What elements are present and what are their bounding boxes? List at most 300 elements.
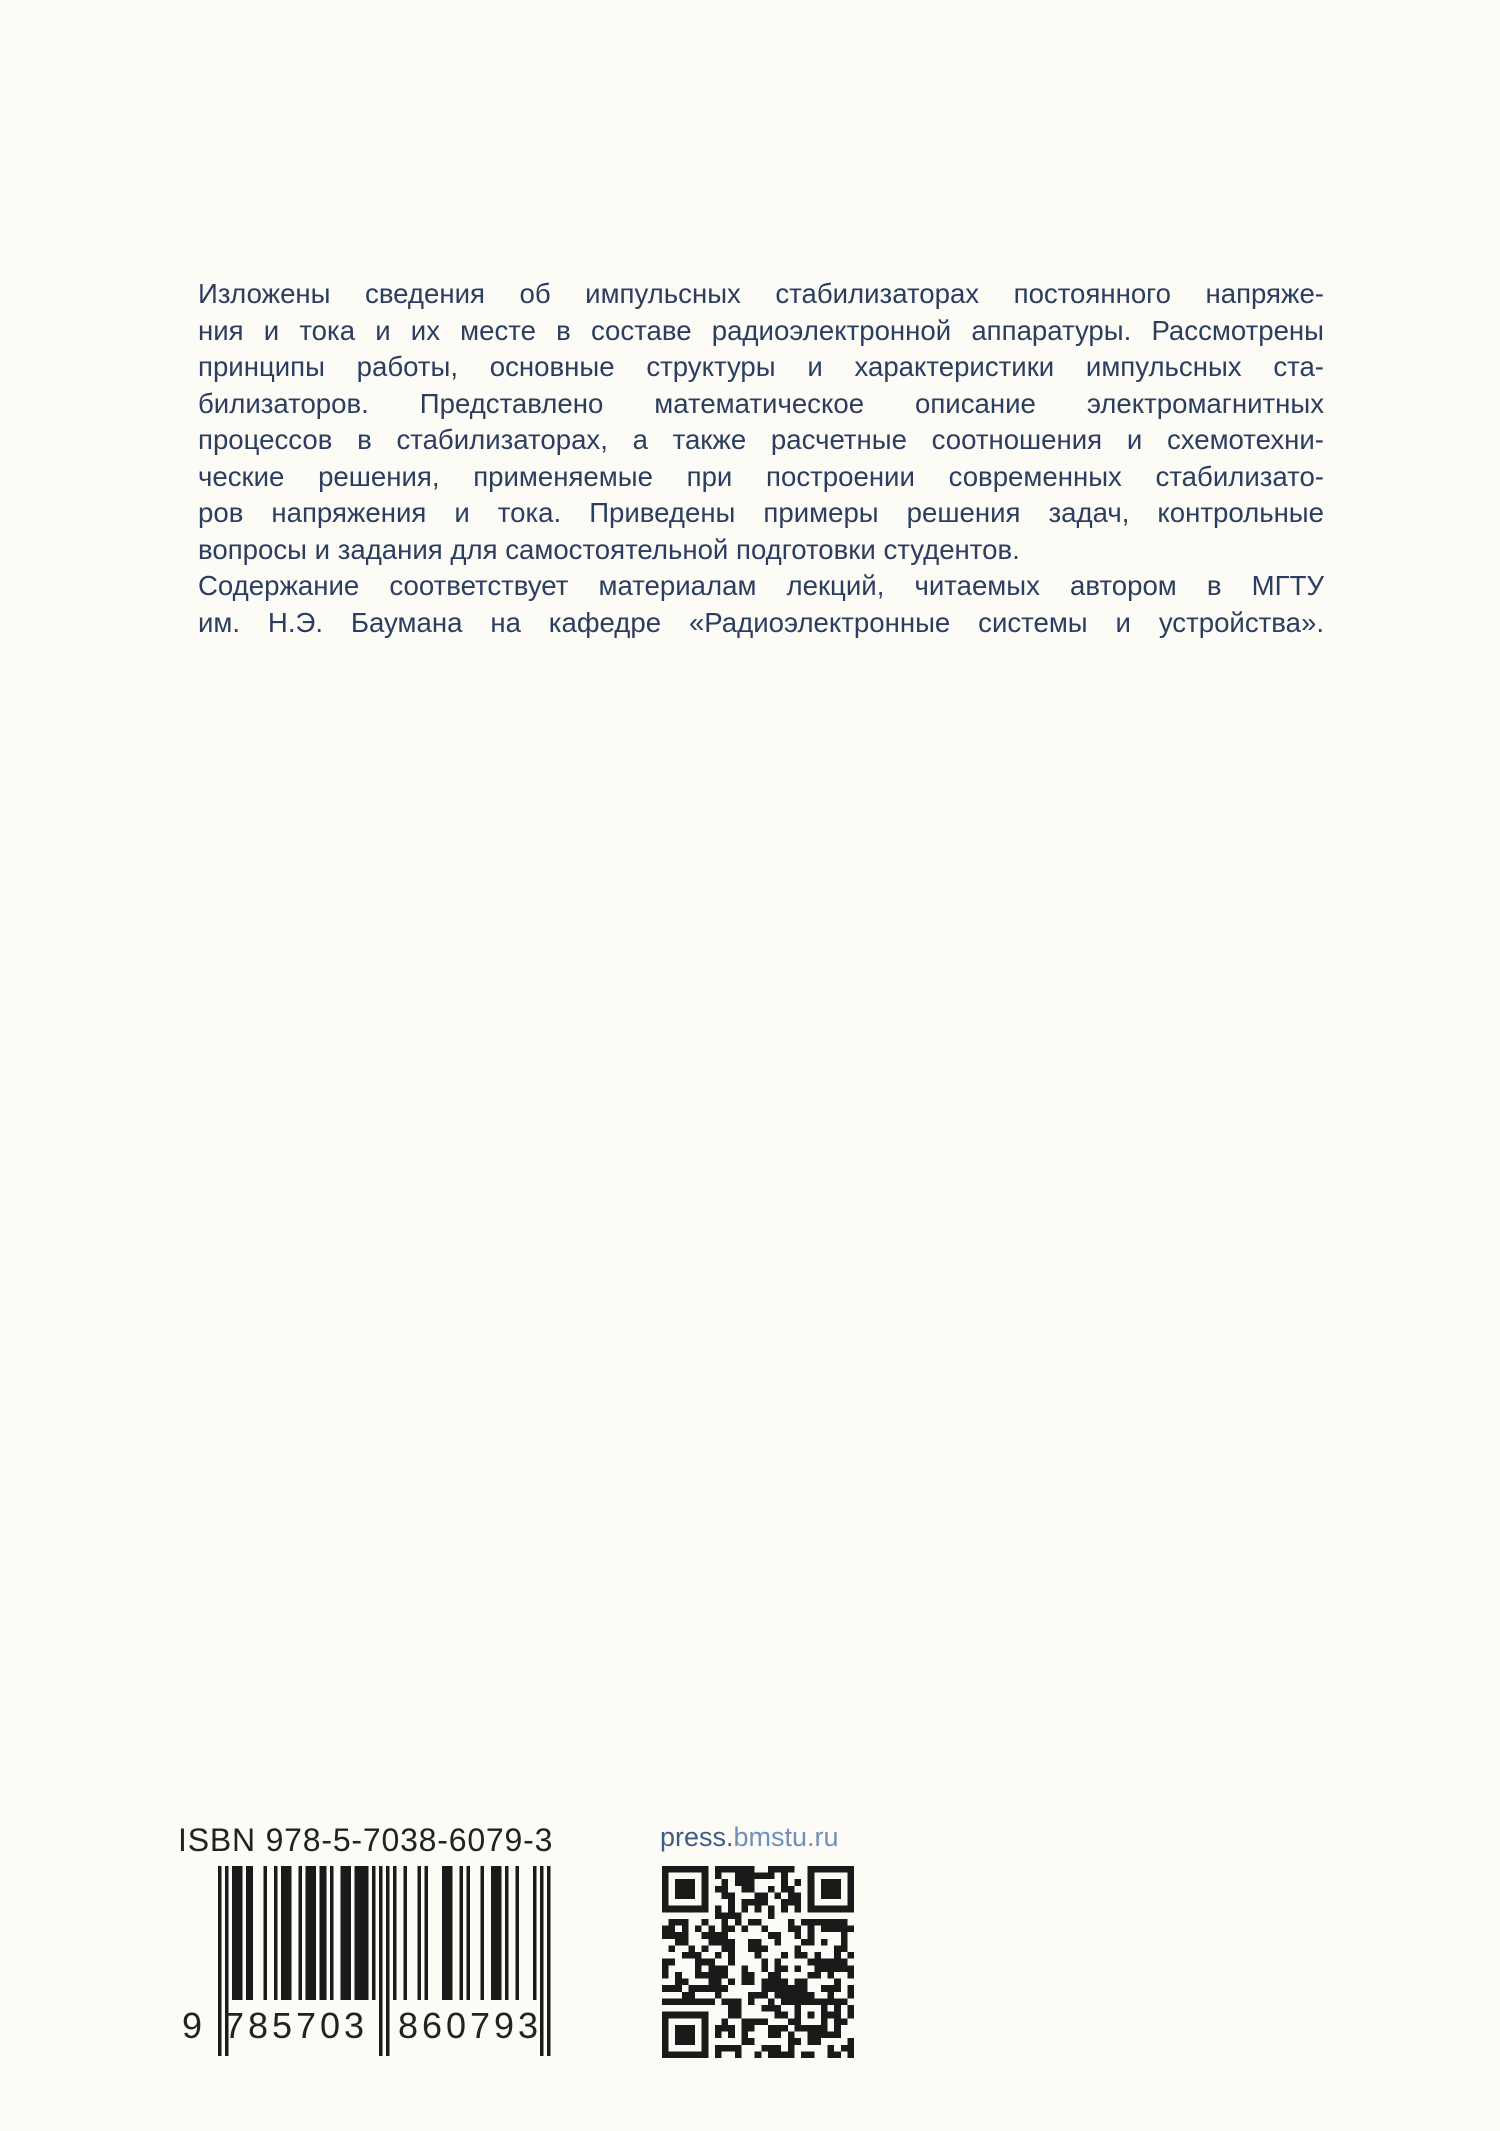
- qr-module: [788, 1926, 795, 1933]
- qr-module: [814, 2032, 821, 2039]
- qr-module: [722, 1939, 729, 1946]
- barcode-bar: [299, 1866, 303, 2000]
- qr-module: [728, 1926, 735, 1933]
- qr-module: [768, 1866, 775, 1873]
- qr-module: [847, 2045, 854, 2052]
- qr-module: [715, 1906, 722, 1913]
- qr-module: [675, 2038, 682, 2045]
- qr-module: [722, 1972, 729, 1979]
- qr-module: [695, 1998, 702, 2005]
- qr-module: [662, 1972, 669, 1979]
- qr-module: [794, 1892, 801, 1899]
- qr-module: [781, 2051, 788, 2058]
- barcode-bar: [491, 1866, 495, 2000]
- qr-module: [682, 1926, 689, 1933]
- qr-module: [821, 1919, 828, 1926]
- qr-module: [841, 1932, 848, 1939]
- qr-module: [834, 2012, 841, 2019]
- qr-module: [741, 1899, 748, 1906]
- barcode-digits: [178, 2000, 570, 2048]
- qr-module: [702, 1985, 709, 1992]
- qr-module: [847, 1873, 854, 1880]
- qr-module: [781, 1998, 788, 2005]
- barcode-bar: [341, 1866, 345, 2000]
- qr-module: [728, 1939, 735, 1946]
- qr-module: [688, 2051, 695, 2058]
- qr-module: [702, 2038, 709, 2045]
- qr-module: [728, 1998, 735, 2005]
- qr-module: [702, 1945, 709, 1952]
- qr-module: [728, 2045, 735, 2052]
- qr-module: [669, 1945, 676, 1952]
- qr-module: [669, 1932, 676, 1939]
- qr-module: [828, 1906, 835, 1913]
- qr-module: [741, 1979, 748, 1986]
- qr-module: [781, 1952, 788, 1959]
- qr-module: [841, 1906, 848, 1913]
- qr-module: [828, 1879, 835, 1886]
- qr-module: [755, 1906, 762, 1913]
- qr-module: [814, 2025, 821, 2032]
- qr-module: [841, 1965, 848, 1972]
- qr-module: [662, 2018, 669, 2025]
- qr-module: [702, 2045, 709, 2052]
- qr-module: [834, 2018, 841, 2025]
- qr-module: [808, 2032, 815, 2039]
- qr-module: [794, 1965, 801, 1972]
- qr-module: [808, 1879, 815, 1886]
- qr-module: [775, 2032, 782, 2039]
- qr-module: [675, 2025, 682, 2032]
- qr-module: [828, 1919, 835, 1926]
- website-domain: bmstu.ru: [733, 1822, 839, 1852]
- qr-module: [662, 2051, 669, 2058]
- qr-module: [722, 1892, 729, 1899]
- qr-module: [834, 1879, 841, 1886]
- qr-module: [828, 1886, 835, 1893]
- qr-module: [675, 1886, 682, 1893]
- qr-module: [768, 1873, 775, 1880]
- barcode-bar: [344, 1866, 348, 2000]
- qr-module: [781, 1879, 788, 1886]
- qr-module: [748, 1939, 755, 1946]
- qr-module: [695, 1959, 702, 1966]
- qr-module: [794, 2018, 801, 2025]
- qr-module: [728, 1899, 735, 1906]
- qr-module: [834, 1945, 841, 1952]
- qr-module: [781, 2025, 788, 2032]
- barcode-bar: [365, 1866, 369, 2000]
- qr-module: [715, 1939, 722, 1946]
- publisher-website[interactable]: [660, 1822, 839, 1853]
- barcode-bar: [281, 1866, 285, 2000]
- qr-module: [808, 2038, 815, 2045]
- qr-module: [828, 1965, 835, 1972]
- qr-module: [801, 2051, 808, 2058]
- qr-module: [847, 1892, 854, 1899]
- abstract-line: процессов в стабилизаторах, а также расчетные соотношения и схемотехни-: [198, 424, 1324, 455]
- qr-module: [662, 1932, 669, 1939]
- qr-module: [808, 1899, 815, 1906]
- qr-module: [728, 1945, 735, 1952]
- qr-module: [688, 1952, 695, 1959]
- qr-module: [755, 1873, 762, 1880]
- qr-module: [788, 1866, 795, 1873]
- qr-module: [708, 1972, 715, 1979]
- qr-code-icon: [662, 1866, 854, 2058]
- qr-module: [768, 2005, 775, 2012]
- qr-module: [828, 1972, 835, 1979]
- qr-module: [834, 2051, 841, 2058]
- qr-module: [821, 1892, 828, 1899]
- barcode-bar: [348, 1866, 352, 2000]
- qr-module: [775, 2025, 782, 2032]
- qr-module: [794, 1985, 801, 1992]
- qr-module: [669, 1906, 676, 1913]
- qr-module: [788, 1886, 795, 1893]
- qr-module: [741, 1926, 748, 1933]
- qr-module: [788, 1899, 795, 1906]
- qr-module: [834, 2032, 841, 2039]
- qr-module: [801, 1979, 808, 1986]
- qr-module: [662, 1906, 669, 1913]
- qr-module: [794, 1932, 801, 1939]
- qr-module: [708, 1932, 715, 1939]
- qr-module: [834, 2025, 841, 2032]
- qr-module: [788, 1998, 795, 2005]
- qr-module: [722, 1998, 729, 2005]
- qr-module: [741, 2018, 748, 2025]
- qr-module: [688, 1879, 695, 1886]
- qr-module: [675, 1979, 682, 1986]
- qr-module: [775, 2045, 782, 2052]
- qr-module: [702, 1899, 709, 1906]
- qr-module: [688, 1985, 695, 1992]
- abstract-line: ния и тока и их месте в составе радиоэлектронной аппаратуры. Рассмотрены: [198, 314, 1324, 346]
- qr-module: [741, 2025, 748, 2032]
- qr-module: [834, 1985, 841, 1992]
- barcode-right-group: 860793: [398, 2005, 538, 2046]
- qr-module: [682, 1866, 689, 1873]
- qr-module: [728, 2005, 735, 2012]
- qr-module: [828, 1992, 835, 1999]
- qr-module: [761, 1892, 768, 1899]
- barcode-bar: [442, 1866, 446, 2000]
- isbn-number: ISBN 978-5-7038-6079-3: [178, 1822, 554, 1858]
- qr-module: [821, 1965, 828, 1972]
- qr-module: [735, 1873, 742, 1880]
- barcode-bar: [309, 1866, 313, 2000]
- qr-module: [702, 2018, 709, 2025]
- qr-module: [702, 1873, 709, 1880]
- qr-module: [735, 2051, 742, 2058]
- qr-module: [728, 1959, 735, 1966]
- qr-module: [808, 1939, 815, 1946]
- qr-module: [735, 1879, 742, 1886]
- qr-module: [669, 1926, 676, 1933]
- qr-module: [828, 2012, 835, 2019]
- qr-module: [702, 1972, 709, 1979]
- qr-module: [781, 1886, 788, 1893]
- qr-module: [755, 1919, 762, 1926]
- qr-module: [761, 1992, 768, 1999]
- qr-module: [741, 1879, 748, 1886]
- qr-module: [768, 1985, 775, 1992]
- qr-module: [728, 1906, 735, 1913]
- book-abstract: [198, 276, 1324, 641]
- qr-module: [688, 1866, 695, 1873]
- barcode-bar: [467, 1866, 471, 2000]
- qr-module: [788, 1919, 795, 1926]
- qr-module: [761, 1926, 768, 1933]
- qr-module: [728, 2025, 735, 2032]
- qr-module: [682, 1892, 689, 1899]
- qr-module: [669, 2051, 676, 2058]
- qr-module: [669, 1919, 676, 1926]
- qr-module: [688, 1998, 695, 2005]
- qr-module: [768, 2045, 775, 2052]
- qr-module: [662, 1965, 669, 1972]
- qr-module: [702, 1866, 709, 1873]
- qr-module: [702, 1959, 709, 1966]
- qr-module: [794, 2025, 801, 2032]
- qr-module: [828, 1866, 835, 1873]
- qr-module: [768, 2025, 775, 2032]
- abstract-line: вопросы и задания для самостоятельной подготовки студентов.: [198, 533, 1020, 565]
- qr-module: [702, 2025, 709, 2032]
- qr-module: [662, 1886, 669, 1893]
- qr-module: [847, 1965, 854, 1972]
- qr-module: [808, 1972, 815, 1979]
- qr-module: [847, 1926, 854, 1933]
- qr-module: [728, 1866, 735, 1873]
- qr-module: [834, 1965, 841, 1972]
- qr-module: [841, 1926, 848, 1933]
- qr-module: [834, 1892, 841, 1899]
- qr-module: [788, 2038, 795, 2045]
- qr-module: [794, 2038, 801, 2045]
- qr-module: [675, 1932, 682, 1939]
- qr-code[interactable]: [662, 1866, 854, 2058]
- barcode-bar: [460, 1866, 464, 2000]
- qr-module: [702, 1919, 709, 1926]
- qr-module: [715, 1932, 722, 1939]
- qr-module: [741, 1886, 748, 1893]
- barcode-bar: [362, 1866, 366, 2000]
- qr-module: [814, 1972, 821, 1979]
- qr-module: [821, 1998, 828, 2005]
- qr-module: [761, 1979, 768, 1986]
- qr-module: [682, 1939, 689, 1946]
- qr-module: [821, 1959, 828, 1966]
- qr-module: [682, 1906, 689, 1913]
- qr-module: [688, 1992, 695, 1999]
- qr-module: [808, 1926, 815, 1933]
- barcode-bar: [516, 1866, 520, 2000]
- qr-module: [682, 1998, 689, 2005]
- qr-module: [847, 2005, 854, 2012]
- qr-module: [755, 1939, 762, 1946]
- qr-module: [821, 1926, 828, 1933]
- qr-module: [675, 1879, 682, 1886]
- qr-module: [722, 1985, 729, 1992]
- qr-module: [675, 1866, 682, 1873]
- qr-module: [728, 2012, 735, 2019]
- qr-module: [788, 2051, 795, 2058]
- qr-module: [814, 2038, 821, 2045]
- qr-module: [715, 1886, 722, 1893]
- qr-module: [675, 1998, 682, 2005]
- qr-module: [808, 2025, 815, 2032]
- qr-module: [801, 1998, 808, 2005]
- qr-module: [662, 1985, 669, 1992]
- qr-module: [801, 1952, 808, 1959]
- qr-module: [761, 2005, 768, 2012]
- barcode-bar: [274, 1866, 278, 2000]
- qr-module: [728, 1979, 735, 1986]
- qr-module: [748, 1919, 755, 1926]
- barcode-bar: [239, 1866, 243, 2000]
- qr-module: [682, 2025, 689, 2032]
- qr-module: [755, 1992, 762, 1999]
- qr-module: [741, 1866, 748, 1873]
- qr-module: [841, 1998, 848, 2005]
- qr-module: [814, 1959, 821, 1966]
- qr-module: [775, 1965, 782, 1972]
- qr-module: [675, 1906, 682, 1913]
- qr-module: [662, 1866, 669, 1873]
- qr-module: [808, 1992, 815, 1999]
- qr-module: [847, 1866, 854, 1873]
- qr-module: [775, 2012, 782, 2019]
- qr-module: [841, 1866, 848, 1873]
- qr-module: [794, 2005, 801, 2012]
- barcode-bar: [481, 1866, 485, 2000]
- qr-module: [688, 2038, 695, 2045]
- qr-module: [841, 2018, 848, 2025]
- qr-module: [794, 1879, 801, 1886]
- qr-module: [722, 1932, 729, 1939]
- qr-module: [801, 1939, 808, 1946]
- qr-module: [662, 1879, 669, 1886]
- qr-module: [662, 1926, 669, 1933]
- qr-module: [695, 1952, 702, 1959]
- qr-module: [847, 1879, 854, 1886]
- barcode-bar: [533, 1866, 537, 2000]
- qr-module: [834, 1998, 841, 2005]
- qr-module: [682, 1879, 689, 1886]
- qr-module: [735, 2012, 742, 2019]
- qr-module: [768, 1932, 775, 1939]
- qr-module: [748, 1886, 755, 1893]
- qr-module: [748, 1992, 755, 1999]
- qr-module: [775, 1939, 782, 1946]
- qr-module: [801, 2025, 808, 2032]
- qr-module: [748, 1972, 755, 1979]
- qr-module: [821, 1939, 828, 1946]
- qr-module: [715, 1866, 722, 1873]
- qr-module: [728, 1892, 735, 1899]
- qr-module: [821, 1985, 828, 1992]
- qr-module: [781, 1899, 788, 1906]
- qr-module: [808, 1932, 815, 1939]
- qr-module: [688, 2032, 695, 2039]
- qr-module: [808, 1998, 815, 2005]
- abstract-line: ческие решения, применяемые при построении современных стабилизато-: [198, 460, 1324, 492]
- qr-module: [708, 1926, 715, 1933]
- qr-module: [788, 1985, 795, 1992]
- qr-module: [834, 1979, 841, 1986]
- abstract-line: им. Н.Э. Баумана на кафедре «Радиоэлектронные системы и устройства».: [198, 606, 1324, 638]
- qr-module: [715, 1912, 722, 1919]
- qr-module: [801, 1992, 808, 1999]
- qr-module: [834, 1959, 841, 1966]
- qr-module: [722, 1886, 729, 1893]
- qr-module: [662, 1873, 669, 1880]
- abstract-line: принципы работы, основные структуры и характеристики импульсных ста-: [198, 351, 1324, 382]
- qr-module: [702, 2032, 709, 2039]
- barcode-bar: [404, 1866, 408, 2000]
- qr-module: [735, 2005, 742, 2012]
- qr-module: [675, 2032, 682, 2039]
- qr-module: [761, 1965, 768, 1972]
- qr-module: [755, 2051, 762, 2058]
- qr-module: [781, 1906, 788, 1913]
- qr-module: [808, 1866, 815, 1873]
- qr-module: [722, 2018, 729, 2025]
- qr-module: [722, 2045, 729, 2052]
- barcode-bar: [288, 1866, 292, 2000]
- qr-module: [828, 1926, 835, 1933]
- barcode-bar: [449, 1866, 453, 2000]
- qr-module: [788, 2045, 795, 2052]
- qr-module: [775, 2051, 782, 2058]
- qr-module: [808, 1873, 815, 1880]
- qr-module: [702, 1906, 709, 1913]
- qr-module: [682, 1886, 689, 1893]
- qr-module: [775, 1979, 782, 1986]
- qr-module: [662, 2012, 669, 2019]
- qr-module: [669, 1998, 676, 2005]
- qr-module: [775, 1892, 782, 1899]
- qr-module: [847, 2012, 854, 2019]
- qr-module: [761, 1873, 768, 1880]
- qr-module: [669, 1985, 676, 1992]
- qr-module: [669, 1959, 676, 1966]
- qr-module: [748, 2018, 755, 2025]
- qr-module: [834, 1926, 841, 1933]
- qr-module: [775, 1985, 782, 1992]
- qr-module: [688, 1892, 695, 1899]
- qr-module: [708, 1939, 715, 1946]
- qr-module: [794, 2012, 801, 2019]
- qr-module: [662, 1892, 669, 1899]
- qr-module: [775, 1866, 782, 1873]
- qr-module: [788, 2032, 795, 2039]
- qr-module: [741, 2032, 748, 2039]
- qr-module: [768, 2032, 775, 2039]
- qr-module: [781, 1985, 788, 1992]
- qr-module: [794, 1906, 801, 1913]
- qr-module: [695, 2012, 702, 2019]
- qr-module: [741, 1965, 748, 1972]
- qr-module: [828, 1892, 835, 1899]
- qr-module: [748, 1866, 755, 1873]
- qr-module: [834, 1886, 841, 1893]
- qr-module: [761, 1985, 768, 1992]
- qr-module: [748, 1879, 755, 1886]
- qr-module: [761, 2045, 768, 2052]
